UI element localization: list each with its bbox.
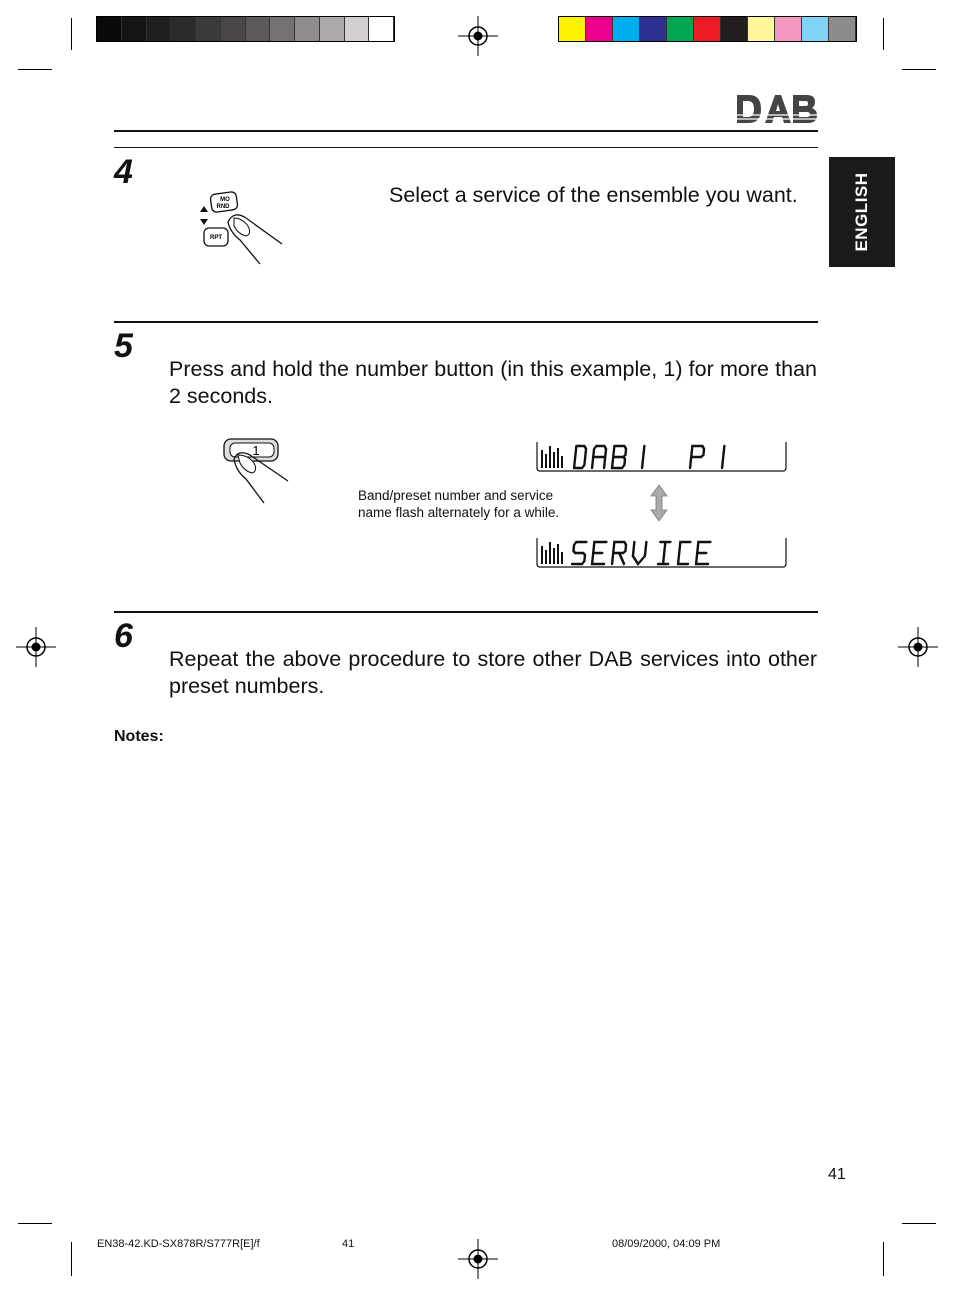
- mo-rnd-label: MO: [220, 197, 230, 203]
- color-calibration-bar: [558, 16, 857, 42]
- color-swatch: [802, 17, 829, 41]
- color-swatch: [559, 17, 586, 41]
- lcd2-text: SERVICE: [535, 536, 540, 537]
- gray-swatch: [246, 17, 271, 41]
- color-swatch: [640, 17, 667, 41]
- step-6-rule: [114, 611, 818, 613]
- footer-timestamp: 08/09/2000, 04:09 PM: [612, 1238, 721, 1250]
- color-swatch: [829, 17, 856, 41]
- crop-mark: [902, 69, 936, 70]
- footer-page: 41: [342, 1238, 355, 1250]
- color-swatch: [586, 17, 613, 41]
- color-swatch: [694, 17, 721, 41]
- color-swatch: [775, 17, 802, 41]
- page-number: 41: [828, 1166, 846, 1183]
- color-swatch: [613, 17, 640, 41]
- step-4-text: Select a service of the ensemble you want.: [389, 183, 798, 207]
- lcd-display-band-preset: [535, 440, 789, 474]
- number-button-label: 1: [252, 443, 260, 458]
- number-button-press-illustration: [218, 433, 298, 507]
- step-6-number: 6: [114, 617, 133, 655]
- color-swatch: [667, 17, 694, 41]
- footer-file: EN38-42.KD-SX878R/S777R[E]/f: [97, 1238, 260, 1250]
- crop-mark: [883, 1242, 884, 1276]
- crop-mark: [883, 18, 884, 50]
- registration-mark-icon: [16, 627, 56, 667]
- dab-logo: [735, 93, 819, 125]
- step-4-rule: [114, 147, 818, 148]
- lcd1-text: DAB1 P1: [535, 440, 540, 441]
- color-swatch: [721, 17, 748, 41]
- gray-swatch: [97, 17, 122, 41]
- lcd-display-service-name: [535, 536, 789, 570]
- registration-mark-icon: [898, 627, 938, 667]
- step-6-text: Repeat the above procedure to store other DAB services into other preset numbers.: [169, 647, 817, 698]
- caption-line-2: name flash alternately for a while.: [358, 505, 560, 520]
- crop-mark: [902, 1223, 936, 1224]
- registration-mark-icon: [458, 1239, 498, 1279]
- gray-swatch: [171, 17, 196, 41]
- gray-swatch: [369, 17, 394, 41]
- notes-label: Notes:: [114, 728, 164, 745]
- crop-mark: [18, 69, 52, 70]
- gray-swatch: [147, 17, 172, 41]
- alternate-arrow-icon: [650, 484, 668, 522]
- grayscale-calibration-bar: [96, 16, 395, 42]
- gray-swatch: [221, 17, 246, 41]
- gray-swatch: [270, 17, 295, 41]
- crop-mark: [71, 18, 72, 50]
- gray-swatch: [122, 17, 147, 41]
- header-rule: [114, 130, 818, 132]
- registration-mark-icon: [458, 16, 498, 56]
- step-5-rule: [114, 321, 818, 323]
- step-4-number: 4: [114, 153, 133, 191]
- gray-swatch: [295, 17, 320, 41]
- language-tab: [829, 157, 895, 267]
- rpt-label: RPT: [210, 235, 222, 241]
- gray-swatch: [320, 17, 345, 41]
- svg-text:RND: RND: [216, 204, 230, 210]
- gray-swatch: [345, 17, 370, 41]
- gray-swatch: [196, 17, 221, 41]
- crop-mark: [71, 1242, 72, 1276]
- language-tab-label: ENGLISH: [852, 172, 871, 252]
- step-5-number: 5: [114, 327, 133, 365]
- color-swatch: [748, 17, 775, 41]
- step-5-text: Press and hold the number button (in this example, 1) for more than 2 seconds.: [169, 357, 817, 408]
- crop-mark: [18, 1223, 52, 1224]
- step-4-button-press-illustration: [194, 188, 290, 268]
- caption-line-1: Band/preset number and service: [358, 488, 554, 503]
